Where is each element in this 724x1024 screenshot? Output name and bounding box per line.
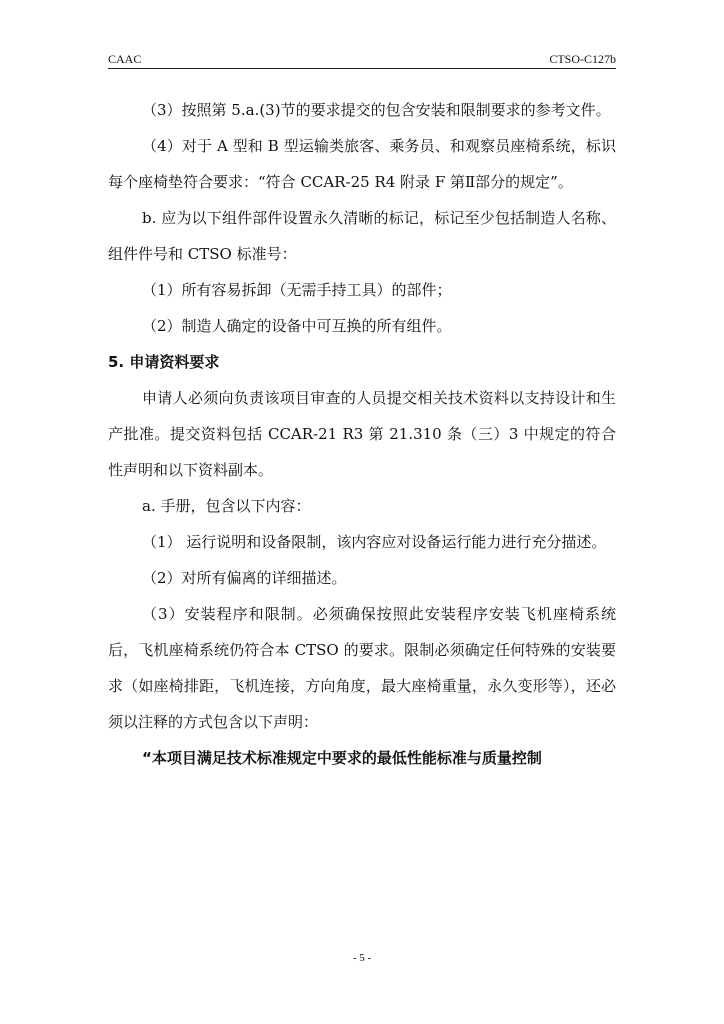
header-org: CAAC [108, 52, 142, 66]
paragraph-a-3: （3）安装程序和限制。必须确保按照此安装程序安装飞机座椅系统后，飞机座椅系统仍符合本 CTSO 的要求。限制必须确定任何特殊的安装要求（如座椅排距，飞机连接，方向角度，最大座椅重量，永久变形等），还必须以注释的方式包含以下声明： [108, 605, 616, 731]
paragraph-item-a: a. 手册，包含以下内容： [142, 497, 311, 515]
paragraph-b-1: （1）所有容易拆卸（无需手持工具）的部件； [142, 281, 452, 299]
header-doc-number: CTSO-C127b [549, 52, 616, 66]
paragraph-b-2: （2）制造人确定的设备中可互换的所有组件。 [142, 317, 452, 335]
paragraph-a-2: （2）对所有偏离的详细描述。 [142, 569, 347, 587]
section-intro: 申请人必须向负责该项目审查的人员提交相关技术资料以支持设计和生产批准。提交资料包括 CCAR-21 R3 第 21.310 条（三）3 中规定的符合性声明和以下资料副本。 [108, 389, 616, 479]
paragraph-item-4: （4）对于 A 型和 B 型运输类旅客、乘务员、和观察员座椅系统，标识每个座椅垫符合要求：“符合 CCAR-25 R4 附录 F 第Ⅱ部分的规定”。 [108, 137, 616, 191]
paragraph-item-3: （3）按照第 5.a.(3)节的要求提交的包含安装和限制要求的参考文件。 [142, 101, 611, 119]
quoted-statement: “本项目满足技术标准规定中要求的最低性能标准与质量控制 [142, 749, 542, 767]
paragraph-a-1: （1） 运行说明和设备限制，该内容应对设备运行能力进行充分描述。 [142, 533, 607, 551]
section-heading: 5. 申请资料要求 [108, 353, 220, 371]
page-header [108, 52, 616, 69]
paragraph-item-b: b. 应为以下组件部件设置永久清晰的标记，标记至少包括制造人名称、组件件号和 CTSO 标准号： [108, 209, 616, 263]
page-body [108, 92, 616, 776]
page-number: - 5 - [352, 952, 372, 964]
